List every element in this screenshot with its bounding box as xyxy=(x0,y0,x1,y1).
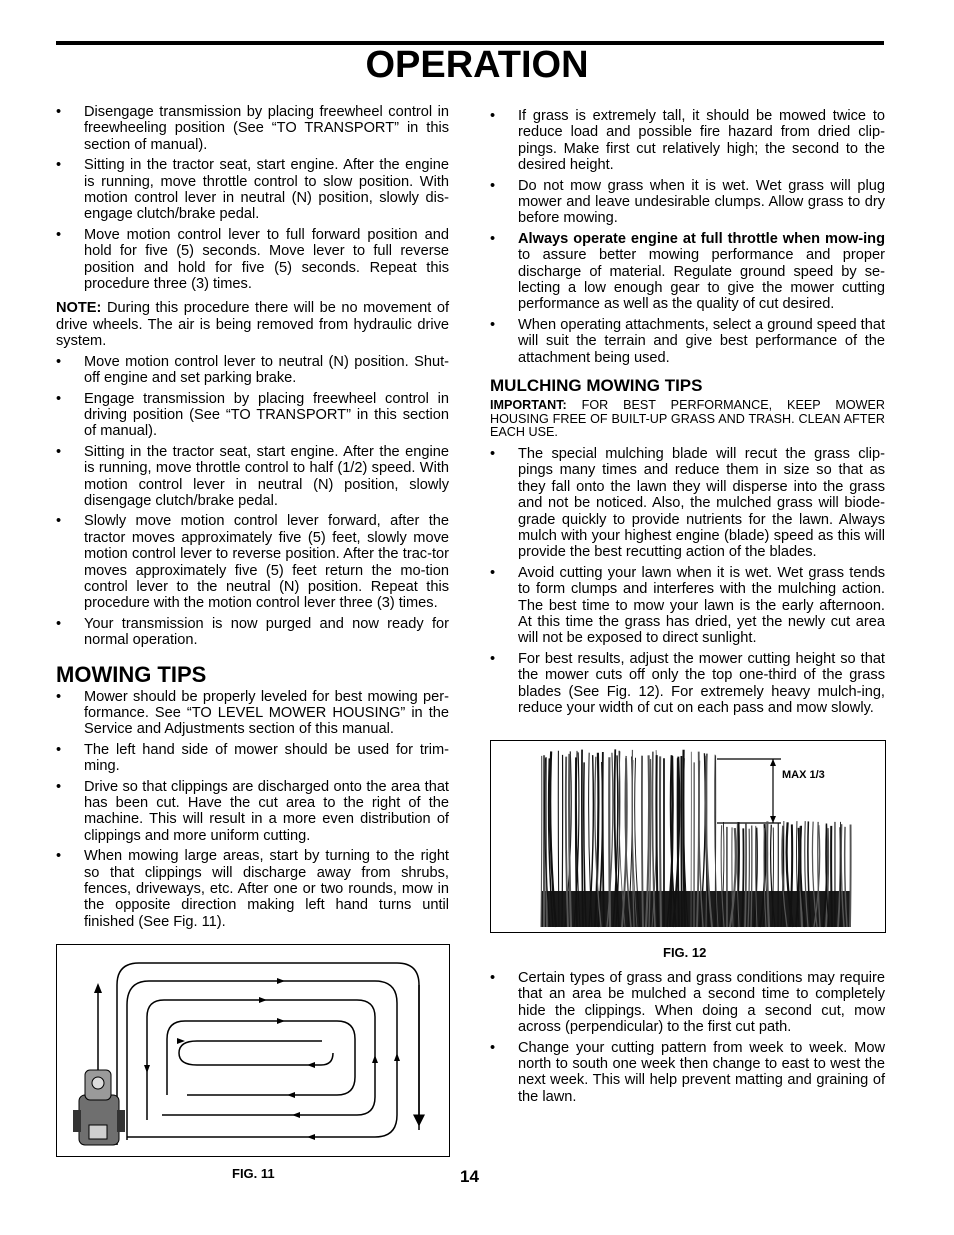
max-label: MAX 1/3 xyxy=(782,769,825,781)
list-item: • Certain types of grass and grass conditions may require that an area be mulched a second time to completely hide the clippings. When doing a second cut, mow across (perpendicular) to the first cut path. xyxy=(490,970,885,1036)
list-item: • Change your cutting pattern from week to week. Mow north to south one week then change to east to west the next week. This will help prevent matting and graining of the lawn. xyxy=(490,1040,885,1106)
list-item: • Slowly move motion control lever forward, after the tractor moves approximately five (5) feet, slowly move motion control lever to reverse position. After the trac-tor moves approximately five (5) feet return the mo-tion control lever to the neutral (N) position. Repeat this procedure with the motion control lever three (3) times. xyxy=(56,513,449,611)
list-item: • The left hand side of mower should be used for trim-ming. xyxy=(56,742,449,775)
throttle-bold-text: Always operate engine at full throttle when mow-ing xyxy=(518,230,885,247)
list-item: • Do not mow grass when it is wet. Wet grass will plug mower and leave undesirable clumps. Allow grass to dry before mowing. xyxy=(490,178,885,227)
mulching-heading: MULCHING MOWING TIPS xyxy=(490,376,703,396)
note-text: During this procedure there will be no movement of drive wheels. The air is being removed from hydraulic drive system. xyxy=(56,300,449,350)
note-label: NOTE: xyxy=(56,300,102,317)
page-title: OPERATION xyxy=(365,44,589,86)
list-item: • Mower should be properly leveled for best mowing per-formance. See “TO LEVEL MOWER HOUSING” in the Service and Adjustments section of this manual. xyxy=(56,689,449,738)
fig11-caption: FIG. 11 xyxy=(232,1166,275,1181)
list-item: • Drive so that clippings are discharged onto the area that has been cut. Have the cut area to the right of the machine. This will result in a more even distribution of clippings and more uniform cutting. xyxy=(56,779,449,845)
list-item: • When mowing large areas, start by turning to the right so that clippings will discharge away from shrubs, fences, driveways, etc. After one or two rounds, mow in the opposite direction making left hand turns until finished (See Fig. 11). xyxy=(56,848,449,930)
list-item: • If grass is extremely tall, it should be mowed twice to reduce load and possible fire hazard from dried clip-pings. Make first cut relatively high; the second to the desired height. xyxy=(490,108,885,174)
list-item: • Sitting in the tractor seat, start engine. After the engine is running, move throttle control to half (1/2) speed. With motion control lever in neutral (N) position, slowly disengage clutch/brake pedal. xyxy=(56,444,449,510)
list-item: • Move motion control lever to full forward position and hold for five (5) seconds. Move lever to full reverse position and hold for five (5) seconds. Repeat this procedure three (3) times. xyxy=(56,227,449,293)
list-item-throttle xyxy=(490,231,885,313)
list-item: • The special mulching blade will recut the grass clip-pings many times and reduce them in size so that as they fall onto the lawn they will disperse into the grass and not be noticed. Also, the mulched grass will biode-grade quickly to provide nutrients for the lawn. Always mulch with your highest engine (blade) speed as this will provide the best recutting action of the blades. xyxy=(490,446,885,561)
note-paragraph xyxy=(56,300,449,349)
figure-mowing-pattern xyxy=(56,944,450,1157)
list-item: • Engage transmission by placing freewheel control in driving position (See “TO TRANSPORT” in this section of manual). xyxy=(56,391,449,440)
mowing-tips-heading: MOWING TIPS xyxy=(56,661,207,687)
fig12-caption: FIG. 12 xyxy=(663,945,707,960)
list-item: • For best results, adjust the mower cutting height so that the mower cuts off only the top one-third of the grass blades (See Fig. 12). For extremely heavy mulch-ing, reduce your width of cut on each pass and mow slowly. xyxy=(490,651,885,717)
figure-grass-height xyxy=(490,740,886,933)
throttle-text: to assure better mowing performance and proper discharge of material. Regulate ground speed by se-lecting a low enough gear to give the mower cutting performance as well as the quality of cut desired. xyxy=(518,247,885,313)
list-item: • Move motion control lever to neutral (N) position. Shut-off engine and set parking brake. xyxy=(56,354,449,387)
list-item: • Avoid cutting your lawn when it is wet. Wet grass tends to form clumps and interferes with the mulching action. The best time to mow your lawn is the early afternoon. At this time the grass has dried, yet the newly cut area will not be exposed to direct sunlight. xyxy=(490,565,885,647)
mowing-pattern-diagram xyxy=(57,945,449,1156)
grass-illustration xyxy=(491,741,885,932)
important-note xyxy=(490,399,885,440)
right-column xyxy=(490,108,885,720)
important-label: IMPORTANT: xyxy=(490,398,567,413)
left-column xyxy=(56,104,449,934)
page-number: 14 xyxy=(460,1167,479,1186)
important-text: FOR BEST PERFORMANCE, KEEP MOWER HOUSING FREE OF BUILT-UP GRASS AND TRASH. CLEAN AFTER EACH USE. xyxy=(490,398,885,440)
list-item: • Your transmission is now purged and now ready for normal operation. xyxy=(56,616,449,649)
list-item: • Disengage transmission by placing freewheel control in freewheeling position (See “TO TRANSPORT” in this section of manual). xyxy=(56,104,449,153)
list-item: • When operating attachments, select a ground speed that will suit the terrain and give best performance of the attachment being used. xyxy=(490,317,885,366)
list-item: • Sitting in the tractor seat, start engine. After the engine is running, move throttle control to slow position. With motion control lever in neutral (N) position, slowly dis-engage clutch/brake pedal. xyxy=(56,157,449,223)
right-column-lower xyxy=(490,970,885,1109)
